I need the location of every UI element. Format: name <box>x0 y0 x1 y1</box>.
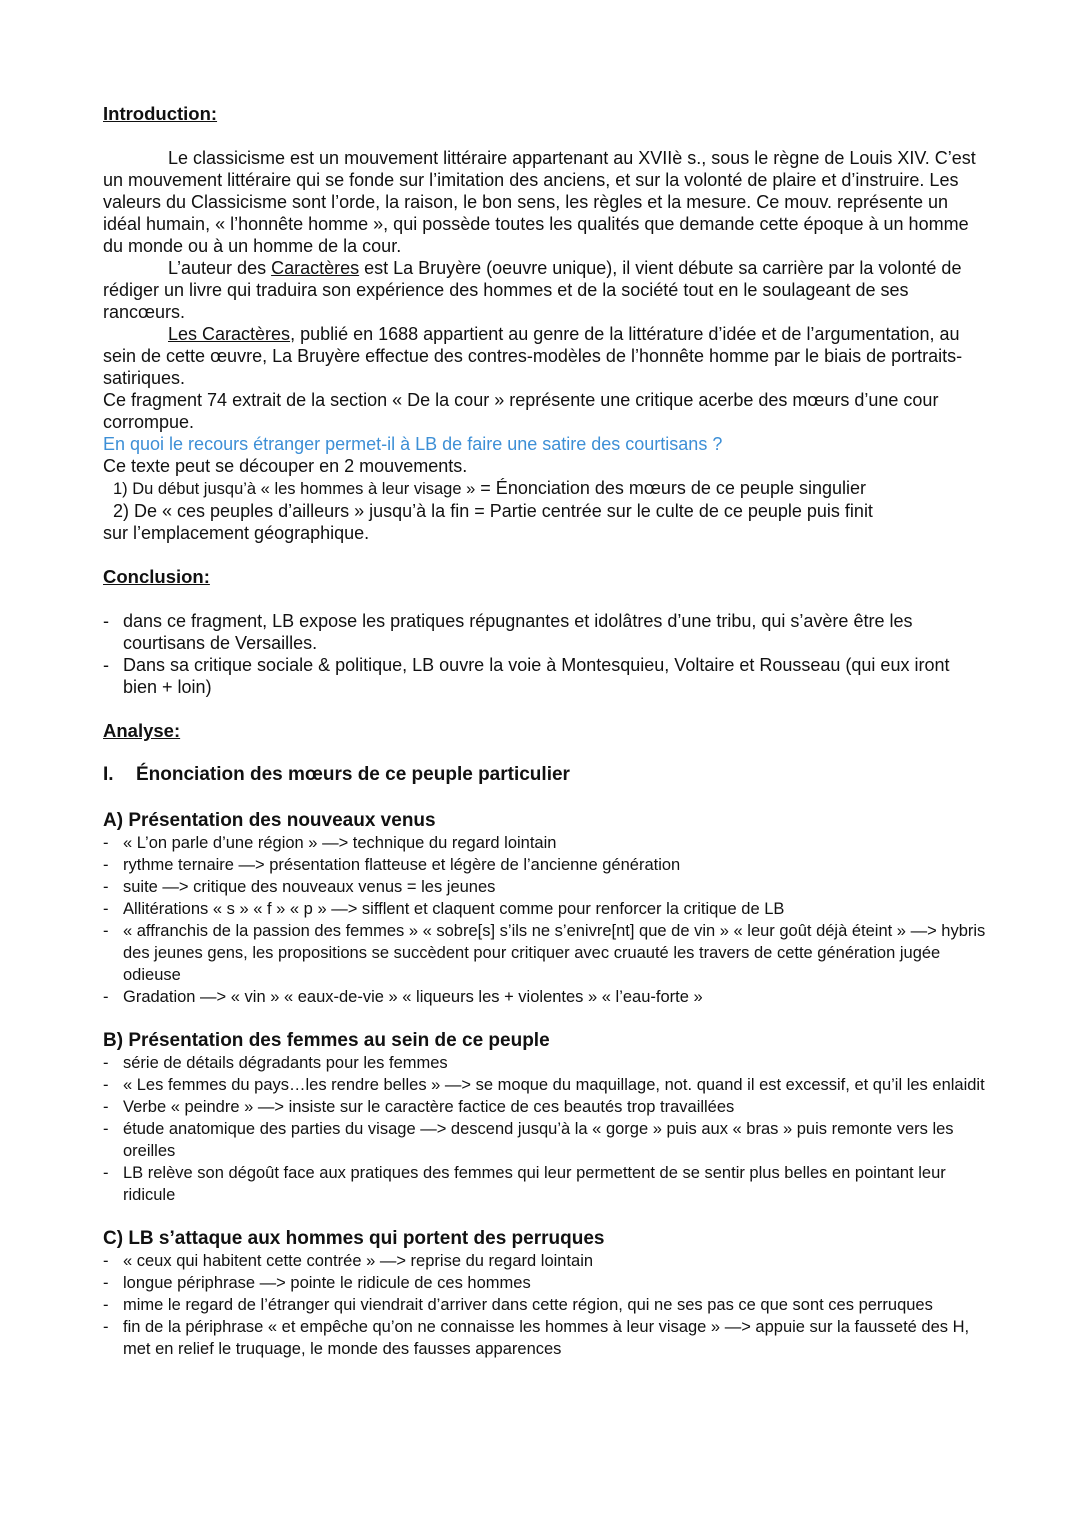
conclusion-list <box>103 610 988 698</box>
list-item: - LB relève son dégoût face aux pratiques des femmes qui leur permettent de se sentir plus belles en pointant leur ridicule <box>103 1162 988 1206</box>
section-a-list <box>103 832 988 1008</box>
section-b-list <box>103 1052 988 1206</box>
list-item: - rythme ternaire —> présentation flatteuse et légère de l’ancienne génération <box>103 854 988 876</box>
list-item: - longue périphrase —> pointe le ridicule de ces hommes <box>103 1272 988 1294</box>
problematique: En quoi le recours étranger permet-il à LB de faire une satire des courtisans ? <box>103 434 723 454</box>
movement-1-desc: = Énonciation des mœurs de ce peuple singulier <box>475 478 867 498</box>
intro-paragraph-2 <box>103 257 988 323</box>
list-item: - « Les femmes du pays…les rendre belles » —> se moque du maquillage, not. quand il est excessif, et qu’il les enlaidit <box>103 1074 988 1096</box>
part-title <box>103 764 988 786</box>
part-title-text: Énonciation des mœurs de ce peuple particulier <box>136 764 570 785</box>
intro-paragraph-4: Ce fragment 74 extrait de la section « De la cour » représente une critique acerbe des mœurs d’une cour corrompue. <box>103 390 939 432</box>
section-b-title: B) Présentation des femmes au sein de ce peuple <box>103 1030 550 1051</box>
intro-paragraph-3 <box>103 323 988 389</box>
list-item: - « ceux qui habitent cette contrée » —> reprise du regard lointain <box>103 1250 988 1272</box>
intro-paragraph-5: Ce texte peut se découper en 2 mouvements. <box>103 456 468 476</box>
section-c-title: C) LB s’attaque aux hommes qui portent des perruques <box>103 1228 605 1249</box>
introduction-heading: Introduction: <box>103 103 218 124</box>
section-a-title: A) Présentation des nouveaux venus <box>103 810 436 831</box>
list-item: - mime le regard de l’étranger qui viendrait d’arriver dans cette région, qui ne ses pas ce que sont ces perruques <box>103 1294 988 1316</box>
intro-p2-lead: L’auteur des <box>168 258 272 278</box>
movement-2: 2) De « ces peuples d’ailleurs » jusqu’à la fin = Partie centrée sur le culte de ce peuple puis finit <box>113 501 873 521</box>
conclusion-heading: Conclusion: <box>103 566 210 587</box>
list-item: - série de détails dégradants pour les femmes <box>103 1052 988 1074</box>
list-item: - Gradation —> « vin » « eaux-de-vie » « liqueurs les + violentes » « l’eau-forte » <box>103 986 988 1008</box>
list-item: - Verbe « peindre » —> insiste sur le caractère factice de ces beautés trop travaillées <box>103 1096 988 1118</box>
document-page <box>103 103 988 1360</box>
intro-p2-rest: est La Bruyère (oeuvre unique), il vient débute sa carrière par la volonté de rédiger un livre qui traduira son expérience des hommes et de la société tout en le soulageant de ses rancœurs. <box>103 258 962 322</box>
movement-1 <box>103 477 988 500</box>
movement-1-quote: 1) Du début jusqu’à « les hommes à leur visage » <box>113 480 476 498</box>
part-number: I. <box>103 764 114 785</box>
list-item: - suite —> critique des nouveaux venus = les jeunes <box>103 876 988 898</box>
list-item: - Allitérations « s » « f » « p » —> sifflent et claquent comme pour renforcer la critique de LB <box>103 898 988 920</box>
movement-2-cont: sur l’emplacement géographique. <box>103 523 370 543</box>
section-c-list <box>103 1250 988 1360</box>
list-item: - « affranchis de la passion des femmes » « sobre[s] s’ils ne s’enivre[nt] que de vin » « leur goût déjà éteint » —> hybris des jeunes gens, les propositions se succèdent pour critiquer avec cruauté les travers de cette génération jugée odieuse <box>103 920 988 986</box>
list-item: - fin de la périphrase « et empêche qu’on ne connaisse les hommes à leur visage » —> appuie sur la fausseté des H, met en relief le truquage, le monde des fausses apparences <box>103 1316 988 1360</box>
list-item: - étude anatomique des parties du visage —> descend jusqu’à la « gorge » puis aux « bras » puis remonte vers les oreilles <box>103 1118 988 1162</box>
intro-p3-rest: , publié en 1688 appartient au genre de la littérature d’idée et de l’argumentation, au sein de cette œuvre, La Bruyère effectue des contres-modèles de l’honnête homme par le biais de portraits-satiriques. <box>103 324 963 388</box>
conclusion-item: - dans ce fragment, LB expose les pratiques répugnantes et idolâtres d’une tribu, qui s’avère être les courtisans de Versailles. <box>103 610 988 654</box>
analyse-heading: Analyse: <box>103 720 181 741</box>
work-title: Caractères <box>271 258 360 278</box>
list-item: - « L’on parle d’une région » —> technique du regard lointain <box>103 832 988 854</box>
work-title-full: Les Caractères <box>168 324 291 344</box>
intro-paragraph-1: Le classicisme est un mouvement littéraire appartenant au XVIIè s., sous le règne de Louis XIV. C’est un mouvement littéraire qui se fonde sur l’imitation des anciens, et sur la volonté de plaire et d’instruire. Les valeurs du Classicisme sont l’orde, la raison, le bon sens, les règles et la mesure. Ce mouv. représente un idéal humain, « l’honnête homme », qui possède toutes les qualités que demande cette époque à un homme du monde ou à un homme de la cour. <box>103 148 976 256</box>
conclusion-item: - Dans sa critique sociale & politique, LB ouvre la voie à Montesquieu, Voltaire et Rousseau (qui eux iront bien + loin) <box>103 654 988 698</box>
